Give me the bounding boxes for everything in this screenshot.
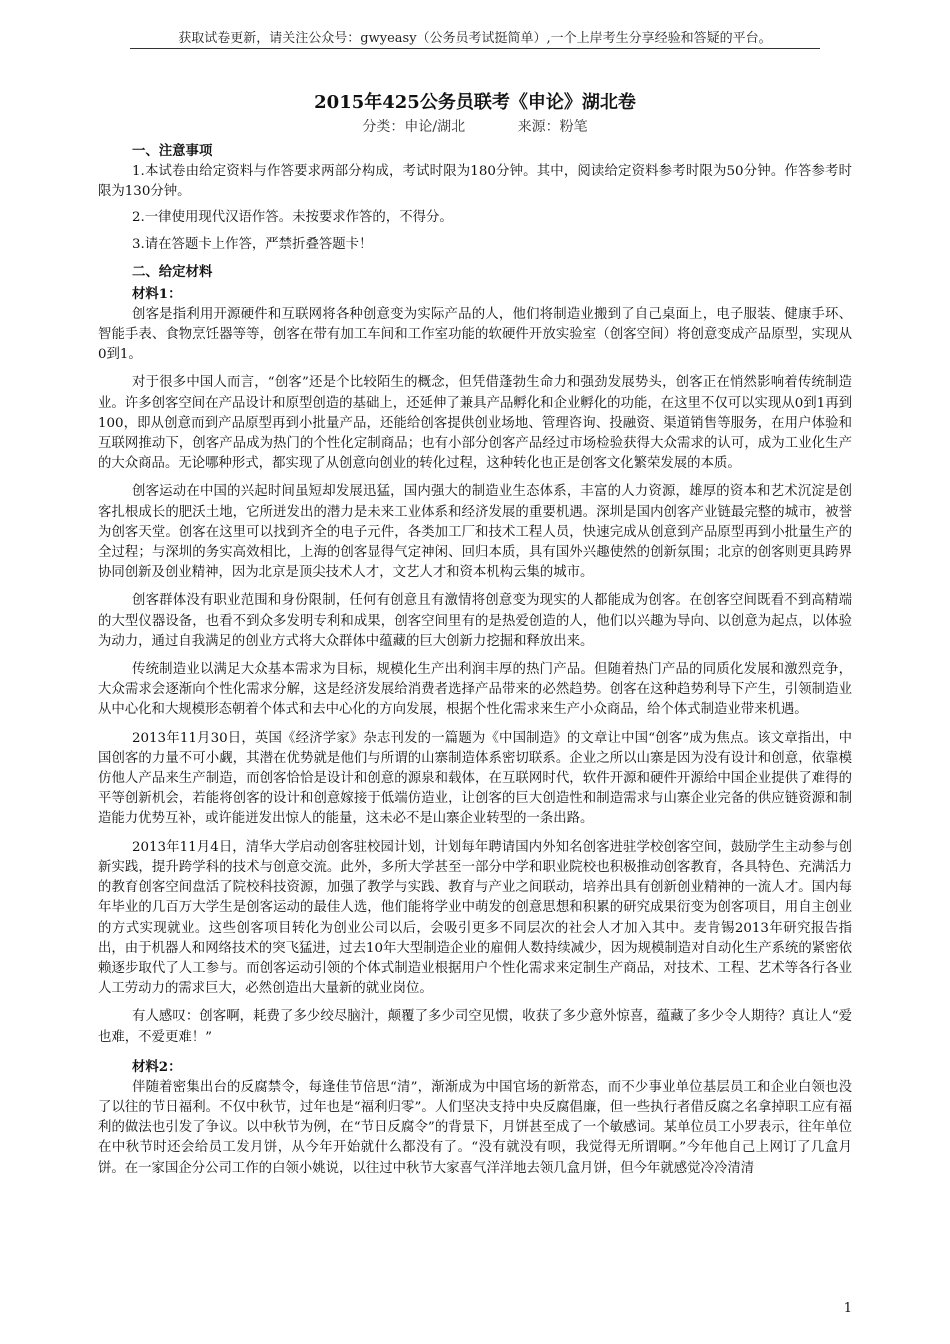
note-item: 2.一律使用现代汉语作答。未按要求作答的，不得分。 (132, 210, 453, 226)
note-item: 1.本试卷由给定资料与作答要求两部分构成，考试时限为180分钟。其中，阅读给定资料参考时限为50分钟。作答参考时限为130分钟。 (98, 164, 852, 200)
material-1-paragraph: 传统制造业以满足大众基本需求为目标，规模化生产出利润丰厚的热门产品。但随着热门产品的同质化发展和激烈竞争，大众需求会逐渐向个性化需求分解，这是经济发展给消费者选择产品带来的必然趋势。创客在这种趋势利导下产生，引领制造业从中心化和大规模形态朝着个体式和去中心化的方向发展，根据个性化需求来生产小众商品，给个体式制造业带来机遇。 (98, 662, 852, 718)
document-body (98, 140, 852, 1187)
doc-source: 来源：粉笔 (517, 119, 588, 135)
section-heading-materials: 二、给定材料 (132, 263, 213, 280)
doc-meta (0, 116, 950, 136)
material-1-paragraph: 创客运动在中国的兴起时间虽短却发展迅猛，国内强大的制造业生态体系，丰富的人力资源，雄厚的资本和艺术沉淀是创客扎根成长的肥沃土地，它所迸发出的潜力是未来工业体系和经济发展的重要机遇。深圳是国内创客产业链最完整的城市，被誉为创客天堂。创客在这里可以找到齐全的电子元件，各类加工厂和技术工程人员，快速完成从创意到产品原型再到小批量生产的全过程；与深圳的务实高效相比，上海的创客显得气定神闲、回归本质，具有国外兴趣使然的创新氛围；北京的创客则更具跨界协同创新及创业精神，因为北京是顶尖技术人才，文艺人才和资本机构云集的城市。 (98, 484, 852, 581)
header-note: 获取试卷更新，请关注公众号：gwyeasy（公务员考试挺简单）,一个上岸考生分享经验和答疑的平台。 (178, 31, 772, 46)
material-1-heading: 材料1： (132, 285, 182, 302)
page-number: 1 (843, 1301, 852, 1316)
material-1-paragraph: 创客群体没有职业范围和身份限制，任何有创意且有激情将创意变为现实的人都能成为创客。在创客空间既看不到高精端的大型仪器设备，也看不到众多发明专利和成果，创客空间里有的是热爱创造的人，他们以兴趣为导向、以创意为起点，以体验为动力，通过自我满足的创业方式将大众群体中蕴藏的巨大创新力挖掘和释放出来。 (98, 593, 852, 649)
page-title: 2015年425公务员联考《申论》湖北卷 (314, 92, 636, 113)
note-item: 3.请在答题卡上作答，严禁折叠答题卡！ (132, 236, 373, 252)
material-2-heading: 材料2： (132, 1058, 182, 1075)
material-1-paragraph: 创客是指利用开源硬件和互联网将各种创意变为实际产品的人，他们将制造业搬到了自己桌面上，电子服装、健康手环、智能手表、食物烹饪器等等，创客在带有加工车间和工作室功能的软硬件开放实验室（创客空间）将创意变成产品原型，实现从0到1。 (98, 306, 852, 363)
material-1-paragraph: 2013年11月4日，清华大学启动创客驻校园计划，计划每年聘请国内外知名创客进驻学校创客空间，鼓励学生主动参与创新实践，提升跨学科的技术与创意交流。此外，多所大学甚至一部分中学和职业院校也积极推动创客教育，各具特色、充满活力的教育创客空间盘活了院校科技资源，加强了教学与实践、教育与产业之间联动，培养出具有创新创业精神的一流人才。国内每年毕业的几百万大学生是创客运动的最佳人选，他们能将学业中萌发的创意思想和积累的研究成果衍变为创客项目，用自主创业的方式实现就业。这些创客项目转化为创业公司以后，会吸引更多不同层次的社会人才加入其中。麦肯锡2013年研究报告指出，由于机器人和网络技术的突飞猛进，过去10年大型制造企业的雇佣人数持续减少，因为规模制造对自动化生产系统的紧密依赖逐步取代了人工参与。而创客运动引领的个体式制造业根据用户个性化需求来定制生产商品，对技术、工程、艺术等各行各业人工劳动力的需求巨大，必然创造出大量新的就业岗位。 (98, 839, 852, 997)
section-heading-notes: 一、注意事项 (132, 143, 213, 159)
material-2-paragraph: 伴随着密集出台的反腐禁令，每逢佳节倍思“清”，渐渐成为中国官场的新常态，而不少事业单位基层员工和企业白领也没了以往的节日福利。不仅中秋节，过年也是“福利归零”。人们坚决支持中央反腐倡廉，但一些执行者借反腐之名拿掉职工应有福利的做法也引发了争议。以中秋节为例，在“节日反腐令”的背景下，月饼甚至成了一个敏感词。某单位员工小罗表示，往年单位在中秋节时还会给员工发月饼，从今年开始就什么都没有了。“没有就没有呗，我觉得无所谓啊。”今年他自己上网订了几盒月饼。在一家国企分公司工作的白领小姚说，以往过中秋节大家喜气洋洋地去领几盒月饼，但今年就感觉冷冷清清 (98, 1079, 852, 1176)
header-divider (130, 48, 820, 49)
material-1-paragraph: 对于很多中国人而言，“创客”还是个比较陌生的概念，但凭借蓬勃生命力和强劲发展势头，创客正在悄然影响着传统制造业。许多创客空间在产品设计和原型创造的基础上，还延伸了兼具产品孵化和企业孵化的功能，在这里不仅可以实现从0到1再到100，即从创意而到产品原型再到小批量产品，还能给创客提供创业场地、管理咨询、投融资、渠道销售等服务，在用户体验和互联网推动下，创客产品成为热门的个性化定制商品；也有小部分创客产品经过市场检验获得大众需求的认可，成为工业化生产的大众商品。无论哪种形式，都实现了从创意向创业的转化过程，这种转化也正是创客文化繁荣发展的本质。 (98, 375, 852, 472)
material-1-paragraph: 2013年11月30日，英国《经济学家》杂志刊发的一篇题为《中国制造》的文章让中国“创客”成为焦点。该文章指出，中国创客的力量不可小觑，其潜在优势就是他们与所谓的山寨制造体系密切联系。企业之所以山寨是因为没有设计和创意，依靠模仿他人产品来生产制造，而创客恰恰是设计和创意的源泉和载体，在互联网时代，软件开源和硬件开源给中国企业提供了难得的平等创新机会，若能将创客的设计和创意嫁接于低端仿造业，让创客的巨大创造性和制造需求与山寨企业完备的供应链资源和制造能力优势互补，或许能迸发出惊人的能量，这未必不是山寨企业转型的一条出路。 (98, 730, 852, 827)
doc-category: 分类：申论/湖北 (362, 119, 466, 135)
material-1-paragraph: 有人感叹：创客啊，耗费了多少绞尽脑汁，颠覆了多少司空见惯，收获了多少意外惊喜，蕴藏了多少令人期待？真让人“爱也难，不爱更难！” (98, 1009, 852, 1045)
